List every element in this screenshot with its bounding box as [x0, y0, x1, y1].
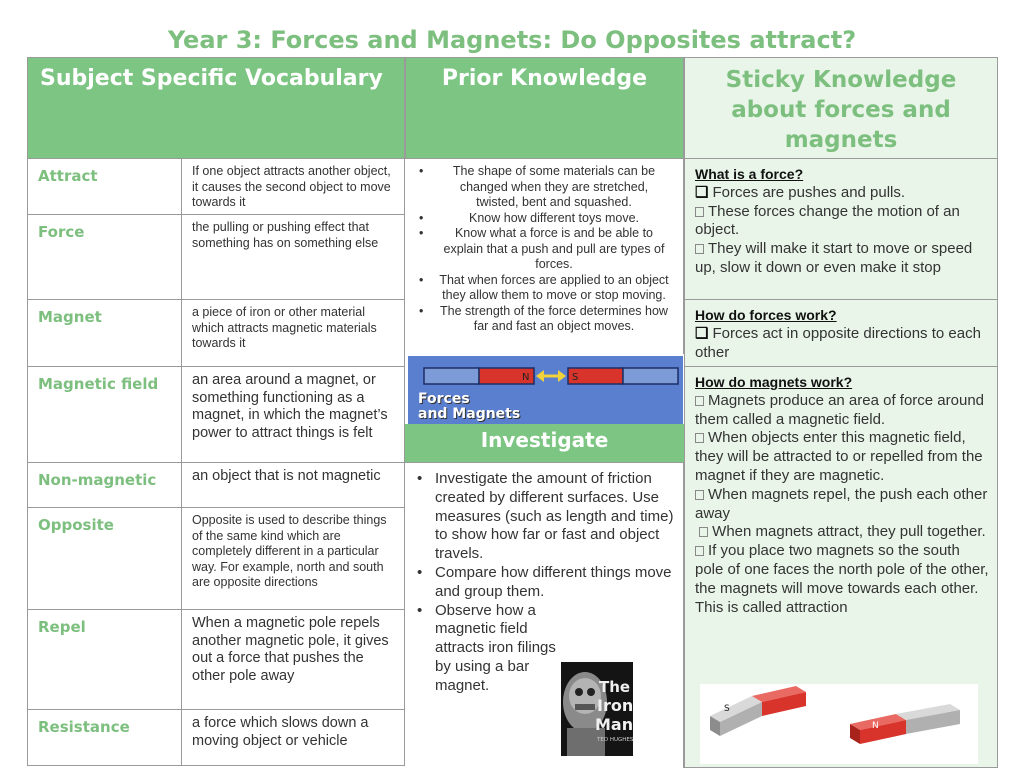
list-item: When objects enter this magnetic field, they will be attracted to or repelled from the magnet if they are magnetic.: [695, 429, 983, 484]
sticky-force-section: [684, 159, 998, 300]
vocab-definition: an object that is not magnetic: [192, 468, 381, 484]
caption-line: and Magnets: [418, 406, 521, 422]
page-title: Year 3: Forces and Magnets: Do Opposites attract?: [167, 26, 857, 54]
vocab-row-magnetic-field: [27, 367, 405, 463]
vocab-row-non-magnetic: [27, 463, 405, 508]
vocab-definition: a piece of iron or other material which attracts magnetic materials towards it: [192, 305, 377, 350]
question-heading: How do magnets work?: [695, 374, 853, 390]
prior-header: Prior Knowledge: [405, 57, 684, 159]
sticky-header: Sticky Knowledge about forces and magnets: [684, 57, 998, 159]
forces-magnets-caption: [418, 392, 520, 422]
vocab-term: Force: [28, 215, 182, 299]
iron-man-book-cover: [561, 662, 633, 756]
vocab-definition: an area around a magnet, or something functioning as a magnet, in which the magnet’s power to attract things is felt: [192, 372, 388, 441]
vocab-term: Repel: [28, 610, 182, 709]
vocab-term: Magnet: [28, 300, 182, 366]
prior-knowledge-box: [405, 159, 684, 354]
list-item: If you place two magnets so the south pole of one faces the north pole of the other, the magnets will move towards each other. This is called attraction: [695, 542, 989, 616]
book-title-line: Man: [595, 715, 633, 734]
vocab-term: Magnetic field: [28, 367, 182, 462]
vocab-row-force: [27, 215, 405, 300]
vocab-row-opposite: [27, 508, 405, 610]
pole-label: N: [522, 372, 530, 383]
list-item: When magnets attract, they pull together.: [695, 523, 989, 542]
prior-knowledge-list: [405, 159, 683, 335]
vocab-row-resistance: [27, 710, 405, 766]
vocab-definition: a force which slows down a moving object or vehicle: [192, 715, 369, 749]
box-icon: [695, 244, 704, 254]
bar-magnets-icon: [700, 684, 978, 764]
list-item: • That when forces are applied to an object they allow them to move or stop moving.: [419, 273, 671, 304]
pole-label: S: [572, 372, 579, 383]
pole-label: N: [872, 721, 879, 731]
box-icon: [699, 527, 708, 537]
list-item: • The shape of some materials can be changed when they are stretched, twisted, bent and squashed.: [419, 164, 671, 211]
book-author: TED HUGHES: [597, 737, 633, 743]
checkbox-icon: ❑: [695, 324, 709, 342]
book-title-line: Iron: [597, 696, 633, 715]
investigate-box: [405, 462, 684, 768]
vocab-term: Resistance: [28, 710, 182, 765]
vocab-header: Subject Specific Vocabulary: [27, 57, 405, 159]
box-icon: [695, 433, 704, 443]
investigate-header: Investigate: [405, 424, 684, 462]
list-item: • Observe how a magnetic field attracts iron filings by using a bar magnet.: [415, 602, 563, 696]
vocab-definition: Opposite is used to describe things of the same kind which are completely different in a particular way. For example, north and south are opposite directions: [192, 513, 387, 589]
list-item: When magnets repel, the push each other away: [695, 485, 988, 522]
list-item: Magnets produce an area of force around them called a magnetic field.: [695, 391, 985, 428]
box-icon: [695, 490, 704, 500]
list-item: These forces change the motion of an object.: [695, 202, 960, 239]
vocab-term: Non-magnetic: [28, 463, 182, 507]
list-item: • Investigate the amount of friction created by different surfaces. Use measures (such as length and time) to show how far or fast and object travels.: [415, 470, 675, 564]
caption-line: Forces: [418, 391, 470, 407]
list-item: • Know how different toys move.: [419, 211, 671, 227]
checkbox-icon: ❑: [695, 183, 709, 201]
question-heading: What is a force?: [695, 166, 804, 182]
book-title-line: The: [599, 678, 631, 696]
pole-label: S: [724, 704, 730, 714]
investigate-list: [405, 463, 683, 696]
vocab-row-magnet: [27, 300, 405, 367]
list-item: • Know what a force is and be able to explain that a push and pull are types of forces.: [419, 226, 671, 273]
sticky-forces-work-section: [684, 300, 998, 367]
list-item: • Compare how different things move and group them.: [415, 564, 675, 602]
question-heading: How do forces work?: [695, 307, 837, 323]
vocab-definition: If one object attracts another object, it causes the second object to move towards it: [192, 164, 391, 209]
vocab-definition: the pulling or pushing effect that something has on something else: [192, 220, 379, 250]
box-icon: [695, 207, 704, 217]
list-item: ❑ Forces act in opposite directions to each other: [695, 324, 981, 361]
vocab-row-repel: [27, 610, 405, 710]
forces-magnets-image: [408, 356, 683, 428]
vocab-definition: When a magnetic pole repels another magnetic pole, it gives out a force that pushes the other pole away: [192, 615, 389, 684]
vocab-term: Attract: [28, 159, 182, 214]
robot-icon: [561, 662, 633, 756]
list-item: ❑ Forces are pushes and pulls.: [695, 183, 906, 201]
bar-magnets-image: [700, 684, 978, 764]
list-item: They will make it start to move or speed up, slow it down or even make it stop: [695, 240, 973, 276]
vocab-term: Opposite: [28, 508, 182, 609]
box-icon: [695, 396, 704, 406]
vocab-row-attract: [27, 159, 405, 215]
list-item: • The strength of the force determines how far and fast an object moves.: [419, 304, 671, 335]
box-icon: [695, 546, 704, 556]
